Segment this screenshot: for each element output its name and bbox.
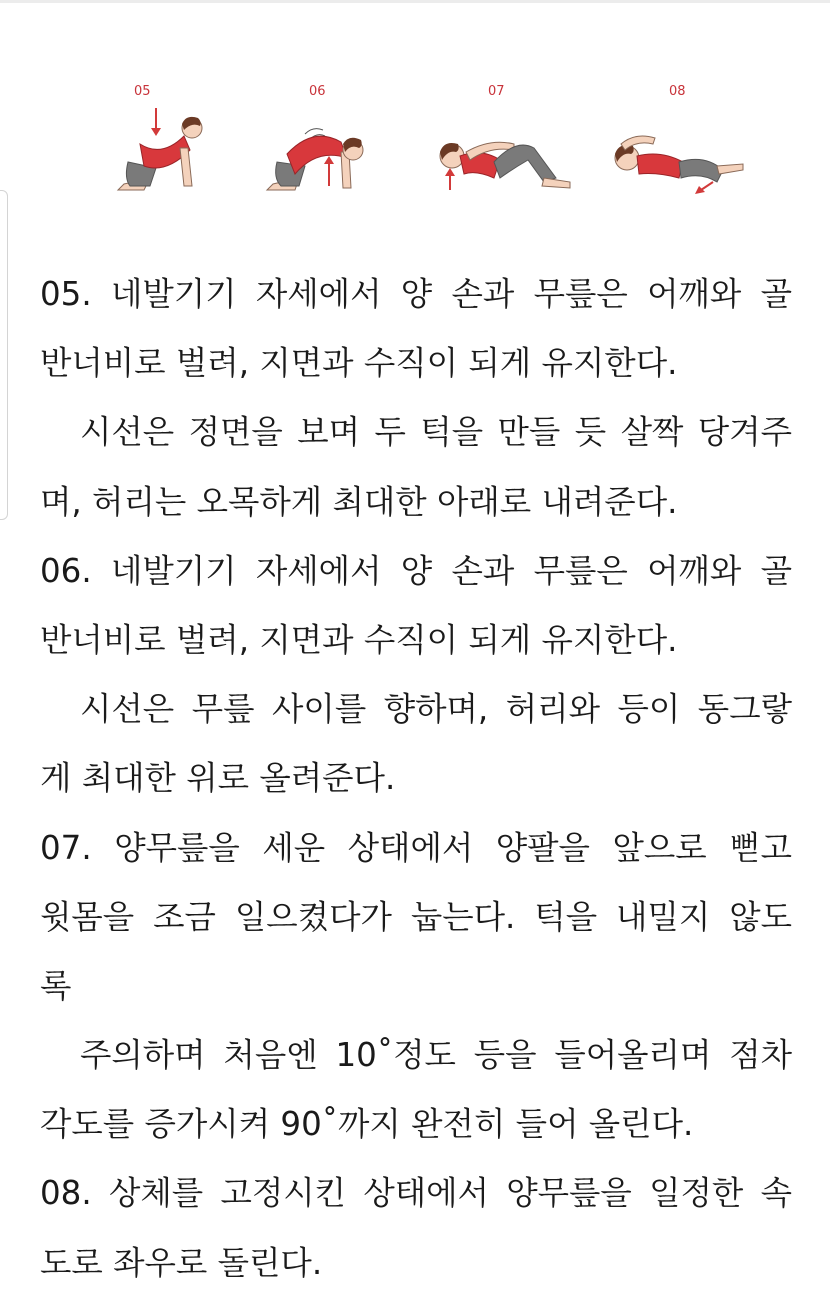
instruction-line: 각도를 증가시켜 90˚까지 완전히 들어 올린다.: [40, 1105, 694, 1144]
exercise-instructions: [40, 260, 792, 1298]
exercise-panel-07: [430, 78, 600, 208]
cat-pose-back-down-illustration: [80, 78, 250, 208]
top-divider: [0, 0, 830, 3]
panel-number: 07: [488, 84, 505, 99]
instruction-line: 05. 네발기기 자세에서 양 손과 무릎은 어깨와 골: [40, 275, 792, 313]
instruction-line: 며, 허리는 오목하게 최대한 아래로 내려준다.: [40, 482, 678, 521]
instruction-line: 주의하며 처음엔 10˚정도 등을 들어올리며 점차: [80, 1036, 792, 1075]
side-scroll-handle[interactable]: [0, 190, 8, 520]
panel-number: 05: [134, 84, 151, 99]
supine-knee-rotation-illustration: [605, 78, 775, 208]
exercise-illustrations: [70, 78, 770, 208]
panel-number: 06: [309, 84, 326, 99]
instruction-line: 07. 양무릎을 세운 상태에서 양팔을 앞으로 뻗고: [40, 828, 792, 867]
instruction-line: 06. 네발기기 자세에서 양 손과 무릎은 어깨와 골: [40, 551, 792, 590]
instruction-line: 08. 상체를 고정시킨 상태에서 양무릎을 일정한 속: [40, 1174, 792, 1213]
instruction-line: 시선은 무릎 사이를 향하며, 허리와 등이 동그랗: [80, 690, 792, 729]
instruction-line: 반너비로 벌려, 지면과 수직이 되게 유지한다.: [40, 344, 678, 383]
instruction-line: 록: [40, 966, 72, 1005]
supine-crunch-illustration: [430, 78, 600, 208]
instruction-line: 도로 좌우로 돌린다.: [40, 1243, 323, 1282]
exercise-panel-05: [80, 78, 250, 208]
instruction-line: 시선은 정면을 보며 두 턱을 만들 듯 살짝 당겨주: [80, 413, 792, 452]
panel-number: 08: [669, 84, 686, 99]
exercise-panel-08: [605, 78, 775, 208]
cat-pose-back-up-illustration: [255, 78, 425, 208]
instruction-line: 반너비로 벌려, 지면과 수직이 되게 유지한다.: [40, 620, 678, 659]
instruction-line: 윗몸을 조금 일으켰다가 눕는다. 턱을 내밀지 않도: [40, 897, 792, 936]
exercise-panel-06: [255, 78, 425, 208]
instruction-line: 게 최대한 위로 올려준다.: [40, 759, 396, 798]
